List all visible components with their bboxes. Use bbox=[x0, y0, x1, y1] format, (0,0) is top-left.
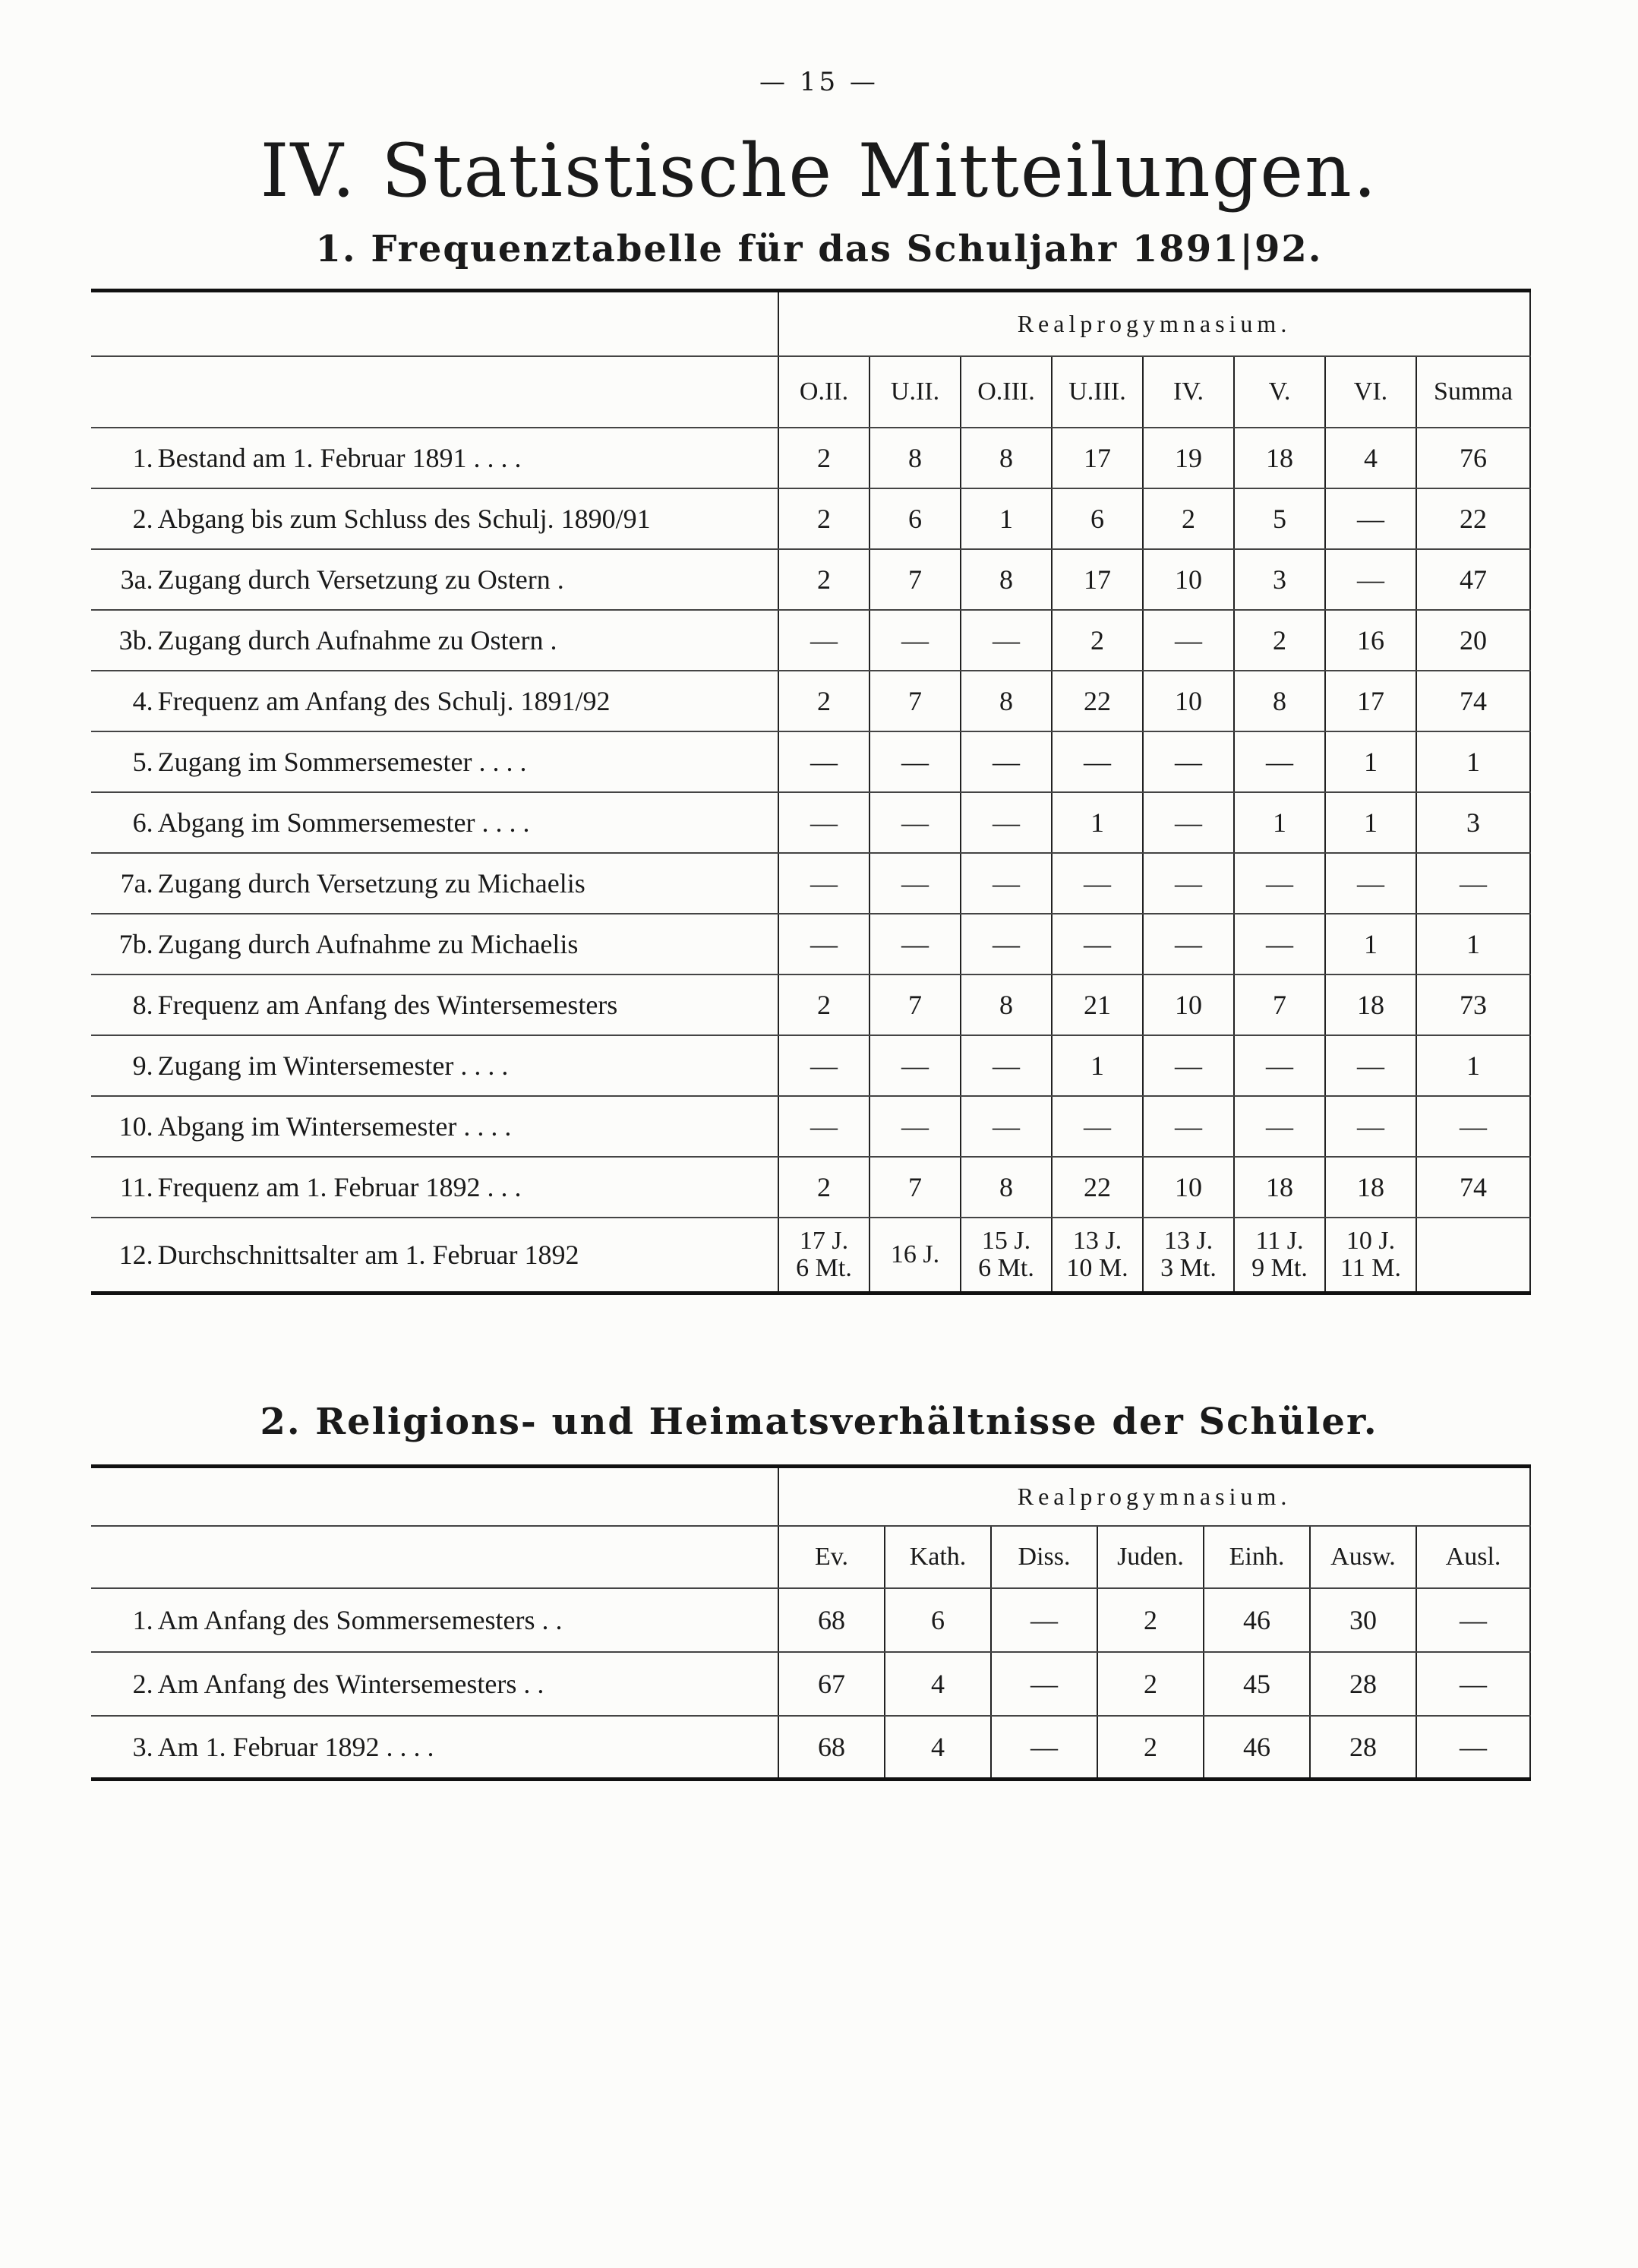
table-cell: 8 bbox=[1234, 671, 1325, 731]
table-cell: 8 bbox=[961, 549, 1052, 610]
column-header: Ausl. bbox=[1416, 1526, 1530, 1588]
table-cell: 3 bbox=[1234, 549, 1325, 610]
age-cell bbox=[1325, 1218, 1416, 1294]
row-label-cell bbox=[91, 1652, 778, 1716]
table-cell: — bbox=[778, 853, 869, 914]
row-label-cell bbox=[91, 671, 778, 731]
table-cell: — bbox=[1325, 549, 1416, 610]
column-header: Juden. bbox=[1097, 1526, 1204, 1588]
table-cell: 10 bbox=[1143, 1157, 1234, 1218]
row-number: 2. bbox=[132, 1668, 153, 1699]
table-cell: 19 bbox=[1143, 428, 1234, 488]
label-column-header bbox=[91, 1467, 778, 1526]
table-cell: 4 bbox=[885, 1716, 991, 1780]
table-cell: 6 bbox=[869, 488, 961, 549]
table-cell: 2 bbox=[1097, 1588, 1204, 1652]
table-cell: — bbox=[778, 1096, 869, 1157]
age-years: 13 J. bbox=[1072, 1227, 1122, 1256]
table-cell: — bbox=[1143, 1035, 1234, 1096]
table-row bbox=[91, 1096, 1530, 1157]
table-cell: — bbox=[961, 1035, 1052, 1096]
table-cell: 10 bbox=[1143, 671, 1234, 731]
table-cell: — bbox=[1143, 731, 1234, 792]
table-cell: 46 bbox=[1204, 1588, 1310, 1652]
table-cell: 1 bbox=[1325, 792, 1416, 853]
row-label: Abgang im Wintersemester . . . . bbox=[157, 1110, 512, 1142]
age-months: 6 Mt. bbox=[978, 1253, 1034, 1282]
table-cell: 2 bbox=[778, 428, 869, 488]
table-cell: — bbox=[1416, 1716, 1530, 1780]
frequency-table-title: 1. Frequenztabelle für das Schuljahr 1891|92. bbox=[315, 228, 1323, 270]
table-cell: — bbox=[1325, 853, 1416, 914]
table-cell: — bbox=[778, 610, 869, 671]
table-row bbox=[91, 974, 1530, 1035]
table-cell: 1 bbox=[1052, 1035, 1143, 1096]
table-row bbox=[91, 1652, 1530, 1716]
religion-table-body bbox=[91, 1588, 1530, 1780]
table-cell: 2 bbox=[1234, 610, 1325, 671]
table-cell: — bbox=[869, 731, 961, 792]
table-cell: 18 bbox=[1234, 1157, 1325, 1218]
table-cell: 6 bbox=[1052, 488, 1143, 549]
table-cell: 8 bbox=[961, 428, 1052, 488]
row-label-cell bbox=[91, 1157, 778, 1218]
frequency-table bbox=[91, 289, 1531, 1295]
row-label: Am Anfang des Sommersemesters . . bbox=[157, 1604, 563, 1635]
row-label: Abgang bis zum Schluss des Schulj. 1890/91 bbox=[157, 503, 651, 534]
table-cell: — bbox=[991, 1588, 1097, 1652]
age-years: 17 J. bbox=[799, 1227, 849, 1256]
column-header: Summa bbox=[1416, 356, 1530, 428]
table-cell: 7 bbox=[869, 671, 961, 731]
table-cell: — bbox=[1143, 914, 1234, 974]
age-cell bbox=[778, 1218, 869, 1294]
table-cell: 68 bbox=[778, 1716, 885, 1780]
column-header: U.II. bbox=[869, 356, 961, 428]
row-number: 5. bbox=[132, 746, 153, 777]
age-months: 10 M. bbox=[1066, 1253, 1128, 1282]
table-cell: — bbox=[991, 1652, 1097, 1716]
table-cell: — bbox=[991, 1716, 1097, 1780]
table-row bbox=[91, 792, 1530, 853]
table-cell: 30 bbox=[1310, 1588, 1416, 1652]
age-years: 11 J. bbox=[1255, 1227, 1304, 1256]
label-column-header bbox=[91, 1526, 778, 1588]
table-cell: 47 bbox=[1416, 549, 1530, 610]
row-label: Am 1. Februar 1892 . . . . bbox=[157, 1731, 434, 1762]
table-cell: 68 bbox=[778, 1588, 885, 1652]
age-months: 6 Mt. bbox=[796, 1253, 852, 1282]
age-cell bbox=[869, 1218, 961, 1294]
row-label: Am Anfang des Wintersemesters . . bbox=[157, 1668, 544, 1699]
table-cell: 73 bbox=[1416, 974, 1530, 1035]
school-group-header: Realprogymnasium. bbox=[778, 1467, 1530, 1526]
table-cell: — bbox=[1143, 610, 1234, 671]
religion-table bbox=[91, 1464, 1531, 1781]
table-row bbox=[91, 549, 1530, 610]
table-cell: 74 bbox=[1416, 671, 1530, 731]
age-months: 9 Mt. bbox=[1251, 1253, 1308, 1282]
row-label: Frequenz am Anfang des Wintersemesters bbox=[157, 989, 618, 1020]
table-cell: 10 bbox=[1143, 549, 1234, 610]
table-cell: — bbox=[1234, 1096, 1325, 1157]
row-number: 11. bbox=[119, 1171, 153, 1202]
row-label: Frequenz am Anfang des Schulj. 1891/92 bbox=[157, 685, 611, 716]
table-cell: 1 bbox=[1234, 792, 1325, 853]
row-number: 3. bbox=[132, 1731, 153, 1762]
row-label: Zugang durch Aufnahme zu Ostern . bbox=[157, 624, 557, 655]
table-cell: 10 bbox=[1143, 974, 1234, 1035]
table-cell: 28 bbox=[1310, 1716, 1416, 1780]
table-cell: 7 bbox=[869, 1157, 961, 1218]
table-cell: 2 bbox=[1052, 610, 1143, 671]
column-header: Ausw. bbox=[1310, 1526, 1416, 1588]
table-cell: 8 bbox=[961, 671, 1052, 731]
row-label: Zugang im Sommersemester . . . . bbox=[157, 746, 527, 777]
row-label-cell bbox=[91, 1716, 778, 1780]
table-cell: 4 bbox=[885, 1652, 991, 1716]
table-cell: — bbox=[778, 1035, 869, 1096]
column-header: O.III. bbox=[961, 356, 1052, 428]
column-header: IV. bbox=[1143, 356, 1234, 428]
school-group-header: Realprogymnasium. bbox=[778, 291, 1530, 356]
table-cell: — bbox=[1234, 853, 1325, 914]
row-number: 8. bbox=[132, 989, 153, 1020]
table-cell: 2 bbox=[1097, 1652, 1204, 1716]
table-cell: — bbox=[1143, 1096, 1234, 1157]
row-number: 10. bbox=[118, 1110, 153, 1142]
age-cell bbox=[1052, 1218, 1143, 1294]
table-cell: 74 bbox=[1416, 1157, 1530, 1218]
table-cell: 16 bbox=[1325, 610, 1416, 671]
table-row bbox=[91, 914, 1530, 974]
age-cell bbox=[1143, 1218, 1234, 1294]
table-row bbox=[91, 428, 1530, 488]
table-cell: 7 bbox=[869, 974, 961, 1035]
table-cell: 46 bbox=[1204, 1716, 1310, 1780]
table-cell: — bbox=[961, 914, 1052, 974]
table-cell: 3 bbox=[1416, 792, 1530, 853]
table-cell: 1 bbox=[961, 488, 1052, 549]
table-cell: — bbox=[778, 731, 869, 792]
row-label: Abgang im Sommersemester . . . . bbox=[157, 807, 530, 838]
age-years: 15 J. bbox=[981, 1227, 1031, 1256]
row-label-cell bbox=[91, 549, 778, 610]
row-label-cell bbox=[91, 1096, 778, 1157]
table-cell: — bbox=[1234, 731, 1325, 792]
row-label: Zugang durch Versetzung zu Michaelis bbox=[157, 867, 585, 899]
table-cell: 17 bbox=[1325, 671, 1416, 731]
table-row bbox=[91, 1035, 1530, 1096]
table-cell: 6 bbox=[885, 1588, 991, 1652]
table-cell: 2 bbox=[778, 1157, 869, 1218]
label-column-header bbox=[91, 291, 778, 356]
table-cell: — bbox=[869, 610, 961, 671]
table-cell: — bbox=[869, 1096, 961, 1157]
table-row bbox=[91, 1157, 1530, 1218]
row-label-cell bbox=[91, 914, 778, 974]
row-label-cell bbox=[91, 792, 778, 853]
table-cell: 8 bbox=[961, 974, 1052, 1035]
age-cell bbox=[961, 1218, 1052, 1294]
age-months: 3 Mt. bbox=[1160, 1253, 1217, 1282]
table-cell: 2 bbox=[778, 974, 869, 1035]
table-cell: — bbox=[961, 731, 1052, 792]
table-cell: — bbox=[869, 792, 961, 853]
column-header: U.III. bbox=[1052, 356, 1143, 428]
row-number: 2. bbox=[132, 503, 153, 534]
table-row bbox=[91, 1588, 1530, 1652]
column-header: V. bbox=[1234, 356, 1325, 428]
row-label: Durchschnittsalter am 1. Februar 1892 bbox=[157, 1239, 579, 1270]
age-years: 13 J. bbox=[1163, 1227, 1214, 1256]
row-number: 1. bbox=[132, 442, 153, 473]
table-cell: 1 bbox=[1325, 914, 1416, 974]
table-cell: — bbox=[778, 914, 869, 974]
row-label: Zugang durch Aufnahme zu Michaelis bbox=[157, 928, 579, 959]
table-cell: — bbox=[1325, 488, 1416, 549]
row-number: 12. bbox=[118, 1239, 153, 1270]
row-number: 7a. bbox=[120, 867, 153, 899]
table-cell: — bbox=[869, 1035, 961, 1096]
table-cell: 8 bbox=[869, 428, 961, 488]
table-cell: 2 bbox=[778, 549, 869, 610]
table-cell: 18 bbox=[1234, 428, 1325, 488]
row-label: Frequenz am 1. Februar 1892 . . . bbox=[157, 1171, 522, 1202]
table-cell: — bbox=[1052, 731, 1143, 792]
table-row bbox=[91, 671, 1530, 731]
table-cell: — bbox=[1325, 1035, 1416, 1096]
table-cell: 1 bbox=[1416, 914, 1530, 974]
table-cell: 17 bbox=[1052, 549, 1143, 610]
table-cell: 28 bbox=[1310, 1652, 1416, 1716]
table-cell: 45 bbox=[1204, 1652, 1310, 1716]
age-cell bbox=[1234, 1218, 1325, 1294]
table-row bbox=[91, 610, 1530, 671]
row-number: 3b. bbox=[118, 624, 153, 655]
table-cell: 67 bbox=[778, 1652, 885, 1716]
table-cell: 22 bbox=[1052, 671, 1143, 731]
table-cell: — bbox=[1416, 1588, 1530, 1652]
frequency-table-body bbox=[91, 428, 1530, 1294]
table-cell: — bbox=[1143, 792, 1234, 853]
table-cell: — bbox=[1416, 1096, 1530, 1157]
row-label-cell bbox=[91, 610, 778, 671]
table-cell: 2 bbox=[778, 671, 869, 731]
table-cell: 7 bbox=[1234, 974, 1325, 1035]
table-cell: 2 bbox=[778, 488, 869, 549]
table-cell: 7 bbox=[869, 549, 961, 610]
table-cell: 1 bbox=[1416, 1035, 1530, 1096]
table-cell: — bbox=[1052, 914, 1143, 974]
table-cell: — bbox=[961, 1096, 1052, 1157]
table-cell: — bbox=[1234, 914, 1325, 974]
table-cell: 22 bbox=[1052, 1157, 1143, 1218]
page-number: — 15 — bbox=[759, 67, 879, 97]
table-cell: — bbox=[1325, 1096, 1416, 1157]
table-cell: — bbox=[869, 853, 961, 914]
table-row bbox=[91, 853, 1530, 914]
table-cell: 21 bbox=[1052, 974, 1143, 1035]
table-cell: — bbox=[961, 792, 1052, 853]
table-row bbox=[91, 731, 1530, 792]
column-header: Kath. bbox=[885, 1526, 991, 1588]
row-label-cell bbox=[91, 853, 778, 914]
age-years: 16 J. bbox=[890, 1240, 940, 1268]
table-cell: 76 bbox=[1416, 428, 1530, 488]
table-cell: 20 bbox=[1416, 610, 1530, 671]
column-header: Ev. bbox=[778, 1526, 885, 1588]
row-label-cell bbox=[91, 1588, 778, 1652]
religion-table-title: 2. Religions- und Heimatsverhältnisse der Schüler. bbox=[260, 1401, 1378, 1443]
table-cell: 17 bbox=[1052, 428, 1143, 488]
age-months: 11 M. bbox=[1340, 1253, 1401, 1282]
table-cell: 18 bbox=[1325, 1157, 1416, 1218]
column-header: Einh. bbox=[1204, 1526, 1310, 1588]
column-header: VI. bbox=[1325, 356, 1416, 428]
table-row bbox=[91, 1218, 1530, 1294]
table-cell: — bbox=[869, 914, 961, 974]
table-cell: — bbox=[1052, 1096, 1143, 1157]
table-row bbox=[91, 488, 1530, 549]
row-label-cell bbox=[91, 428, 778, 488]
table-cell: — bbox=[1416, 1652, 1530, 1716]
table-cell: 5 bbox=[1234, 488, 1325, 549]
table-cell: 1 bbox=[1416, 731, 1530, 792]
row-label-cell bbox=[91, 1035, 778, 1096]
row-number: 7b. bbox=[118, 928, 153, 959]
table-cell: 1 bbox=[1325, 731, 1416, 792]
table-cell: 22 bbox=[1416, 488, 1530, 549]
table-cell: 8 bbox=[961, 1157, 1052, 1218]
table-cell: — bbox=[961, 610, 1052, 671]
row-number: 9. bbox=[132, 1050, 153, 1081]
row-label-cell bbox=[91, 731, 778, 792]
column-header: O.II. bbox=[778, 356, 869, 428]
table-cell: — bbox=[778, 792, 869, 853]
table-cell: — bbox=[961, 853, 1052, 914]
row-number: 3a. bbox=[120, 564, 153, 595]
row-number: 1. bbox=[132, 1604, 153, 1635]
age-cell bbox=[1416, 1218, 1530, 1294]
row-label-cell bbox=[91, 974, 778, 1035]
age-years: 10 J. bbox=[1346, 1227, 1396, 1256]
column-header: Diss. bbox=[991, 1526, 1097, 1588]
table-row bbox=[91, 1716, 1530, 1780]
table-cell: 18 bbox=[1325, 974, 1416, 1035]
table-cell: — bbox=[1052, 853, 1143, 914]
row-label-cell bbox=[91, 488, 778, 549]
table-cell: — bbox=[1143, 853, 1234, 914]
table-cell: 4 bbox=[1325, 428, 1416, 488]
table-cell: — bbox=[1234, 1035, 1325, 1096]
row-number: 6. bbox=[132, 807, 153, 838]
row-label-cell bbox=[91, 1218, 778, 1294]
table-cell: 2 bbox=[1143, 488, 1234, 549]
row-number: 4. bbox=[132, 685, 153, 716]
table-cell: — bbox=[1416, 853, 1530, 914]
page-title: IV. Statistische Mitteilungen. bbox=[260, 128, 1378, 213]
row-label: Zugang im Wintersemester . . . . bbox=[157, 1050, 509, 1081]
row-label: Zugang durch Versetzung zu Ostern . bbox=[157, 564, 564, 595]
label-column-header bbox=[91, 356, 778, 428]
table-cell: 1 bbox=[1052, 792, 1143, 853]
table-cell: 2 bbox=[1097, 1716, 1204, 1780]
row-label: Bestand am 1. Februar 1891 . . . . bbox=[157, 442, 522, 473]
